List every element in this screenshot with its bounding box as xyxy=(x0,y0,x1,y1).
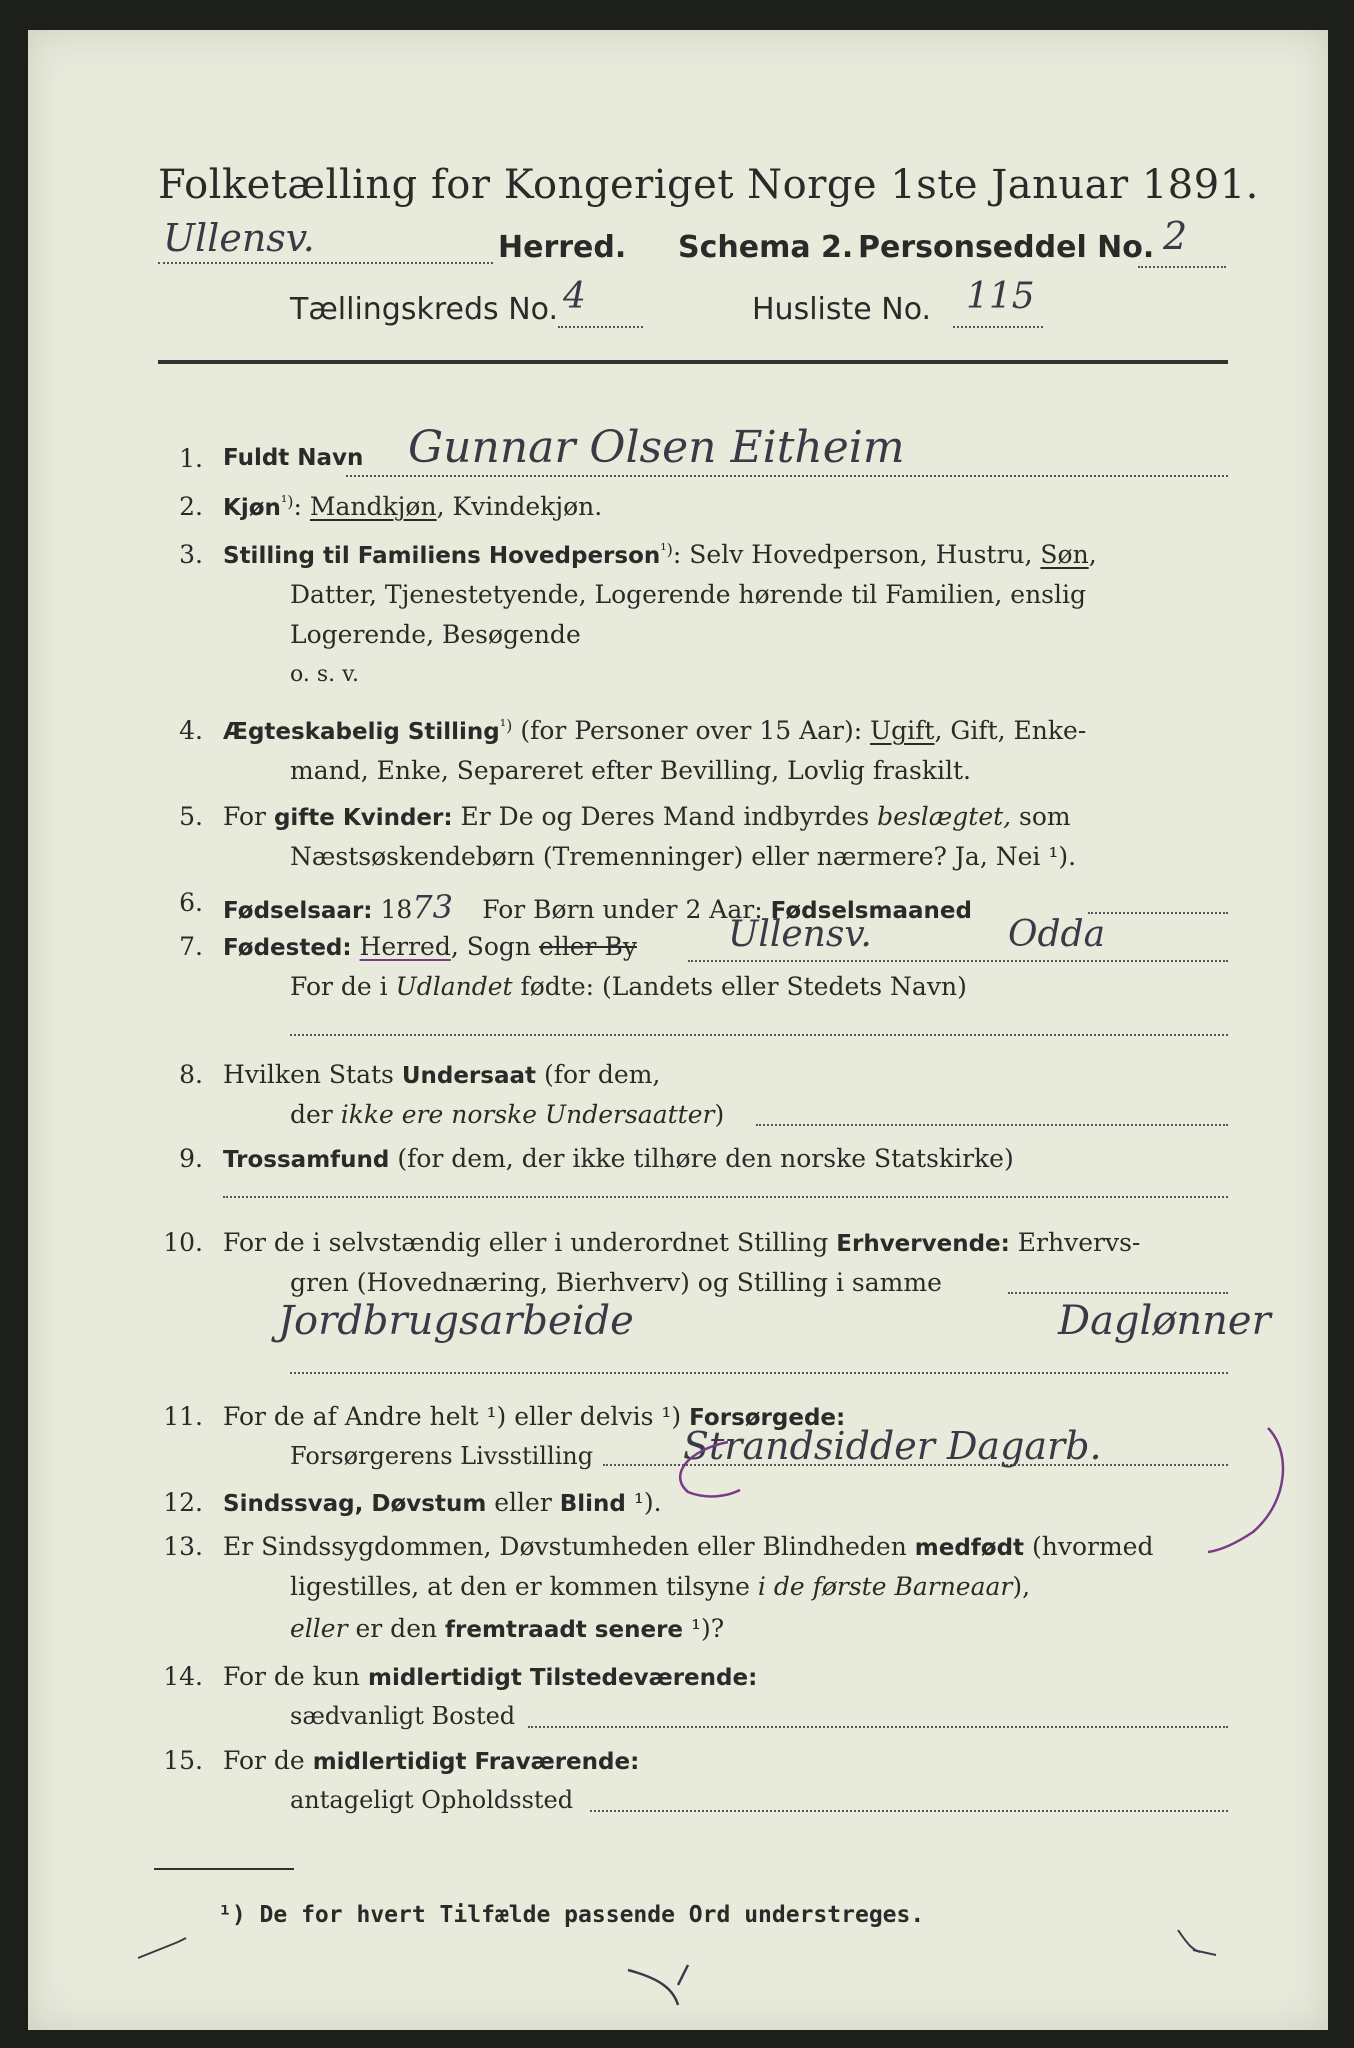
q6-birth-year: 73 xyxy=(412,888,453,926)
q2-label: Kjøn xyxy=(223,495,281,521)
q8-number: 8. xyxy=(179,1060,203,1089)
q5-number: 5. xyxy=(179,802,203,831)
q10-occupation: Jordbrugsarbeide xyxy=(278,1298,634,1344)
q13-fremtraadt: fremtraadt senere xyxy=(445,1617,684,1643)
q13-medfodt: medfødt xyxy=(914,1535,1025,1561)
q8-line1-a: Hvilken Stats xyxy=(223,1060,402,1089)
q7-sogn: , Sogn xyxy=(450,932,539,961)
q10-number: 10. xyxy=(163,1228,203,1257)
taellingskreds-label: Tællingskreds No. xyxy=(290,292,558,327)
pen-marks xyxy=(28,30,1328,2030)
q10-occupation2: Daglønner xyxy=(1058,1298,1271,1344)
herred-value: Ullensv. xyxy=(163,216,315,260)
q14-line2: sædvanligt Bosted xyxy=(290,1702,516,1730)
q4-sup: ¹) xyxy=(499,716,513,735)
q12-end: ¹). xyxy=(625,1488,662,1517)
q13-line2-i: i de første Barneaar xyxy=(757,1572,1013,1601)
q15-line2: antageligt Opholdssted xyxy=(290,1786,574,1814)
q6-prefix: 18 xyxy=(372,895,413,924)
q13-line2-b: ), xyxy=(1012,1572,1031,1601)
herred-label: Herred. xyxy=(498,230,627,265)
q2-text-a: : xyxy=(293,492,310,521)
q10-line2: gren (Hovednæring, Bierhverv) og Stilling i samme xyxy=(290,1268,942,1297)
q12-label2: Blind xyxy=(559,1491,626,1517)
q7-line2-b: fødte: (Landets eller Stedets Navn) xyxy=(512,972,967,1001)
q13-line2-a: ligestilles, at den er kommen tilsyne xyxy=(290,1572,758,1601)
q2-sup: ¹) xyxy=(280,492,294,511)
q8-line2-i: ikke ere norske Undersaatter xyxy=(340,1100,715,1129)
q6-label: Fødselsaar: xyxy=(223,898,373,924)
stray-mark-left xyxy=(138,1938,186,1958)
q1-label: Fuldt Navn xyxy=(223,445,364,471)
q3-line2: Datter, Tjenestetyende, Logerende hørende til Familien, enslig xyxy=(290,580,1087,609)
q13-line1-b: (hvormed xyxy=(1024,1532,1154,1561)
q8-line1-b: (for dem, xyxy=(536,1060,661,1089)
form-title: Folketælling for Kongeriget Norge 1ste Januar 1891. xyxy=(158,162,1259,208)
q13-line3-b: ¹)? xyxy=(683,1614,725,1643)
q7-label: Fødested: xyxy=(223,935,352,961)
q3-sup: ¹) xyxy=(660,540,673,559)
q13-line3-i: eller xyxy=(290,1614,348,1643)
q7-birthplace-herred: Ullensv. xyxy=(728,914,872,955)
q6-number: 6. xyxy=(179,888,203,917)
q12-label: Sindssvag, Døvstum xyxy=(223,1491,487,1517)
q7-udlandet: Udlandet xyxy=(395,972,513,1001)
q11-line2: Forsørgerens Livsstilling xyxy=(290,1442,594,1470)
q13-line3-a: er den xyxy=(347,1614,446,1643)
q15-label: midlertidigt Fraværende: xyxy=(312,1749,640,1775)
footnote: ¹) De for hvert Tilfælde passende Ord understreges. xyxy=(218,1902,925,1928)
personseddel-value: 2 xyxy=(1163,214,1188,258)
q7-eller-by: eller By xyxy=(538,932,637,961)
q12-number: 12. xyxy=(163,1488,203,1517)
q3-line4: o. s. v. xyxy=(290,662,359,687)
q5-line2: Næstsøskendebørn (Tremenninger) eller nærmere? Ja, Nei ¹). xyxy=(290,842,1077,871)
q1-number: 1. xyxy=(179,444,203,473)
q2-number: 2. xyxy=(179,492,203,521)
taellingskreds-value: 4 xyxy=(563,276,586,317)
q6-label2: Fødselsmaaned xyxy=(770,898,972,924)
q4-ugift: Ugift xyxy=(870,716,935,745)
q7-birthplace-odda: Odda xyxy=(1008,914,1106,955)
q2-text-b: , Kvindekjøn. xyxy=(436,492,603,521)
q3-line3: Logerende, Besøgende xyxy=(290,620,581,649)
q5-beslaegtet: beslægtet, xyxy=(877,802,1012,831)
q15-line1-a: For de xyxy=(223,1746,313,1775)
q3-number: 3. xyxy=(179,540,203,569)
q14-label: midlertidigt Tilstedeværende: xyxy=(367,1665,758,1691)
q7-number: 7. xyxy=(179,932,203,961)
q12-mid: eller xyxy=(486,1488,560,1517)
q14-number: 14. xyxy=(163,1662,203,1691)
stray-mark-right xyxy=(1178,1930,1216,1955)
q9-number: 9. xyxy=(179,1144,203,1173)
q4-label: Ægteskabelig Stilling xyxy=(223,719,500,745)
bracket-right-mark xyxy=(1208,1428,1283,1552)
q5-line1-c: som xyxy=(1011,802,1071,831)
q10-line1-b: Erhvervs- xyxy=(1009,1228,1141,1257)
bracket-left-mark xyxy=(680,1442,740,1496)
q9-label: Trossamfund xyxy=(223,1147,390,1173)
q11-provider-occupation: Strandsidder Dagarb. xyxy=(683,1424,1102,1468)
q7-line2-a: For de i xyxy=(290,972,396,1001)
husliste-value: 115 xyxy=(966,276,1035,317)
q4-line1-rest: (for Personer over 15 Aar): xyxy=(512,716,871,745)
q14-line1-a: For de kun xyxy=(223,1662,368,1691)
q3-son: Søn xyxy=(1040,540,1089,569)
q5-line1-b: Er De og Deres Mand indbyrdes xyxy=(452,802,878,831)
q5-line1-a: For xyxy=(223,802,274,831)
q6-mid: For Børn under 2 Aar: xyxy=(474,895,771,924)
q4-line2: mand, Enke, Separeret efter Bevilling, Lovlig fraskilt. xyxy=(290,756,971,785)
q10-line1-a: For de i selvstændig eller i underordnet Stilling xyxy=(223,1228,837,1257)
husliste-label: Husliste No. xyxy=(752,292,932,327)
q3-line1-rest: : Selv Hovedperson, Hustru, xyxy=(672,540,1041,569)
q13-number: 13. xyxy=(163,1532,203,1561)
q8-label: Undersaat xyxy=(401,1063,536,1089)
census-form-page xyxy=(28,30,1328,2030)
q5-label: gifte Kvinder: xyxy=(273,805,453,831)
q2-mandkjon: Mandkjøn xyxy=(309,492,437,521)
schema-label: Schema 2. xyxy=(678,230,854,265)
q8-line2-b: ) xyxy=(714,1100,725,1129)
stray-mark-center xyxy=(628,1965,688,2005)
personseddel-label: Personseddel No. xyxy=(858,230,1155,265)
q4-number: 4. xyxy=(179,716,203,745)
q1-full-name: Gunnar Olsen Eitheim xyxy=(408,422,905,473)
q7-herred: Herred xyxy=(359,932,451,961)
q11-line1-text: For de af Andre helt ¹) eller delvis ¹) xyxy=(223,1402,690,1431)
q9-rest: (for dem, der ikke tilhøre den norske Statskirke) xyxy=(389,1144,1014,1173)
q11-label: Forsørgede: xyxy=(689,1405,846,1431)
q3-comma: , xyxy=(1088,540,1097,569)
q15-number: 15. xyxy=(163,1746,203,1775)
q3-label: Stilling til Familiens Hovedperson xyxy=(223,543,661,569)
q11-number: 11. xyxy=(163,1402,203,1431)
q8-line2-a: der xyxy=(290,1100,341,1129)
q10-label: Erhvervende: xyxy=(836,1231,1010,1257)
q4-line1-end: , Gift, Enke- xyxy=(934,716,1087,745)
q13-line1-a: Er Sindssygdommen, Døvstumheden eller Blindheden xyxy=(223,1532,915,1561)
